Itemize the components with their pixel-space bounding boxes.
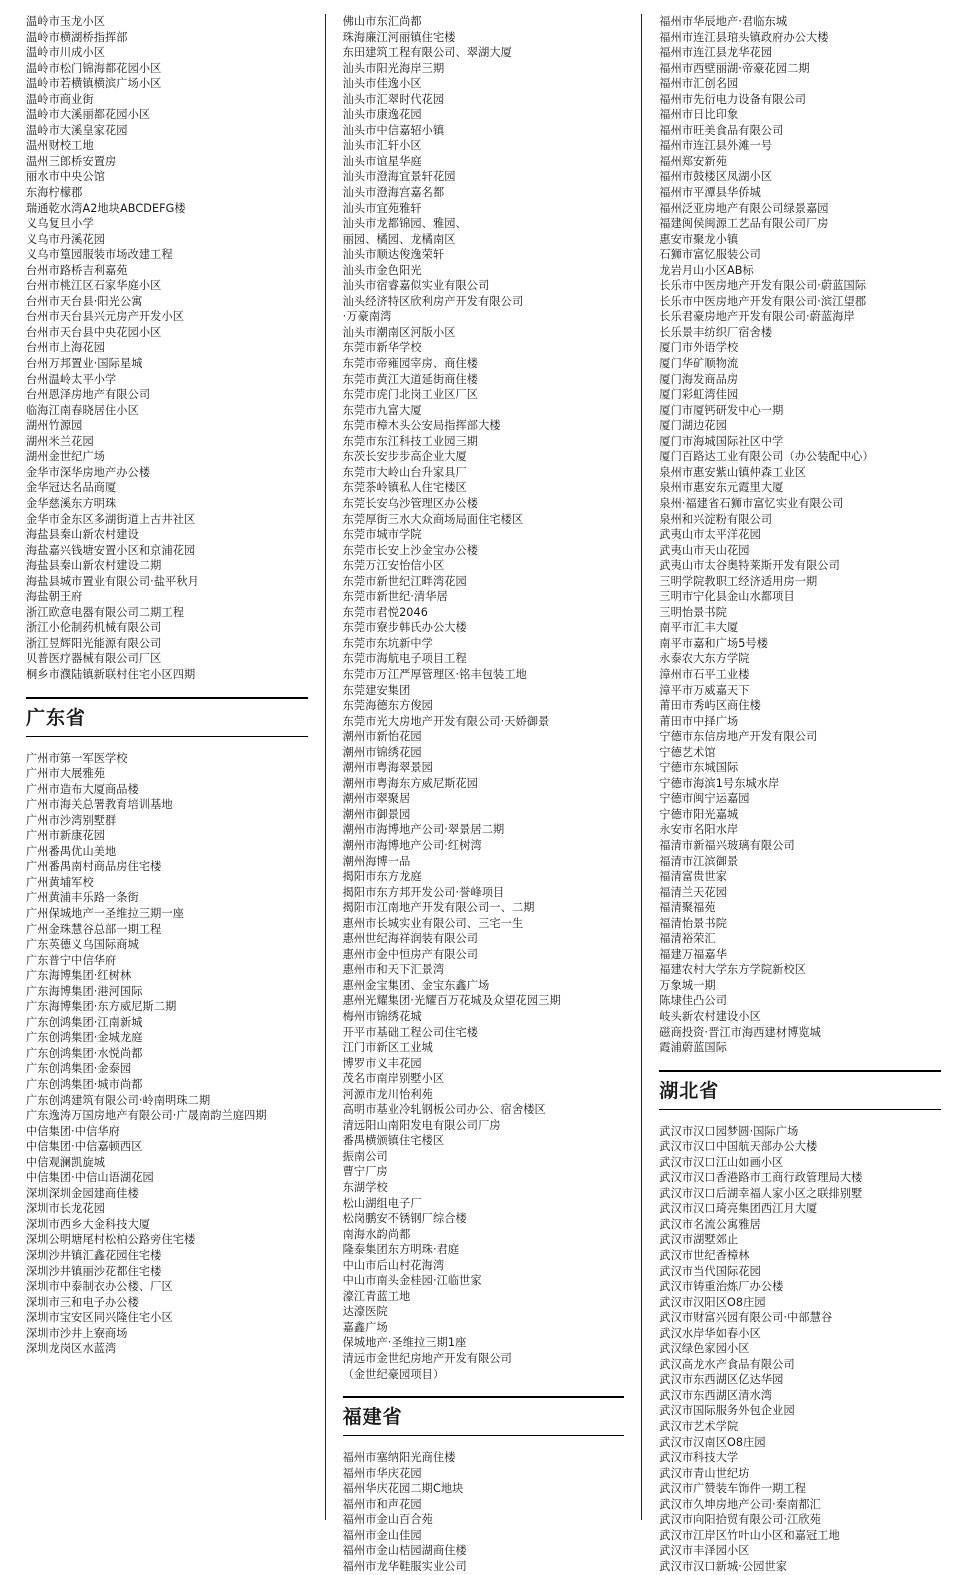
- list-item: 河源市龙川怡利苑: [342, 1087, 433, 1101]
- list-item: 武汉市汉南区O8庄园: [659, 1435, 766, 1449]
- entry-list: [659, 14, 941, 1056]
- section-rule-bottom: [26, 736, 308, 737]
- list-item: 潮州海博一品: [342, 854, 411, 868]
- list-item: 汕头市金色阳光: [342, 263, 422, 277]
- list-item: 番禺横颁镇住宅楼区: [342, 1134, 445, 1148]
- column-2: [342, 14, 625, 1573]
- list-item: 深圳市三和电子办公楼: [26, 1295, 139, 1309]
- list-item: 东莞市新华学校: [342, 341, 422, 355]
- list-item: 海盐县秦山新农村建设二期: [26, 559, 162, 573]
- list-item: 广州市造布大厦商品楼: [26, 782, 139, 796]
- list-item: 泉州和兴淀粉有限公司: [659, 512, 773, 526]
- list-item: 武汉市汉阳区O8庄园: [659, 1295, 766, 1309]
- list-item: 金华慈溪东方明珠: [26, 496, 117, 510]
- list-item: 武汉市向阳拾贸有限公司·江欣苑: [659, 1513, 821, 1527]
- list-item: 潮州市御景园: [342, 807, 411, 821]
- list-item: 博罗市义丰花园: [342, 1056, 422, 1070]
- list-item: 福州市连江县龙华花园: [659, 46, 773, 60]
- list-item: 福州市金山百合苑: [342, 1513, 433, 1527]
- list-item: 金华市深华房地产办公楼: [26, 465, 151, 479]
- list-item: 东莞市城市学院: [342, 528, 422, 542]
- list-item: 温州财校工地: [26, 139, 94, 153]
- list-item: 福建农村大学东方学院新校区: [659, 963, 807, 977]
- entry-list: [343, 1450, 625, 1574]
- list-item: 宁德市阳光嘉城: [659, 807, 739, 821]
- list-item: 福州市和声花园: [342, 1497, 422, 1511]
- list-item: 厦门市海城国际社区中学: [659, 434, 784, 448]
- list-item: 汕头市康逸花园: [342, 108, 422, 122]
- list-item: 深圳沙井镇丽沙花都住宅楼: [26, 1264, 162, 1278]
- list-item: 东莞茶岭镇私人住宅楼区: [342, 481, 467, 495]
- list-item: 武汉市汉口香港路市工商行政管理局大楼: [659, 1171, 863, 1185]
- section-rule-bottom: [659, 1109, 941, 1110]
- list-item: 开平市基础工程公司住宅楼: [342, 1025, 479, 1039]
- list-item: 广东海博集团·港河国际: [26, 984, 143, 998]
- list-item: 东莞厚街三水大众商场局面住宅楼区: [342, 512, 524, 526]
- list-item: 珠海廉江河丽镇住宅楼: [342, 30, 456, 44]
- list-item: 广州市新康花园: [26, 829, 106, 843]
- list-item: 武汉市世纪香樟林: [659, 1249, 750, 1263]
- list-item: 汕头市佳逸小区: [342, 77, 422, 91]
- list-item: 中信集团·中信山语湖花园: [26, 1171, 154, 1185]
- list-item: 广州番禺优山美地: [26, 844, 117, 858]
- list-item: 广州市沙湾别墅群: [26, 813, 117, 827]
- list-item: 武夷山市天山花园: [659, 543, 750, 557]
- list-item: 福州华庆花园二期C地块: [342, 1482, 464, 1496]
- list-item: 福州市旺美食品有限公司: [659, 123, 784, 137]
- list-item: 浙江小伦制药机械有限公司: [26, 621, 162, 635]
- entry-list: [659, 1124, 941, 1575]
- list-item: 金华市金东区多湖街道上古井社区: [26, 512, 196, 526]
- list-item: 厦门市厦钙研发中心一期: [659, 403, 784, 417]
- list-item: 义乌市篁园服装市场改建工程: [26, 248, 173, 262]
- column-3: [659, 14, 941, 1573]
- list-item: 温州三郎桥安置房: [26, 154, 117, 168]
- list-item: ·万豪南湾: [342, 310, 392, 324]
- list-item: 泉州市惠安东元霞里大厦: [659, 481, 784, 495]
- list-item: 福州市连江县外滩一号: [659, 139, 773, 153]
- list-item: 宁德市东信房地产开发有限公司: [659, 730, 818, 744]
- list-item: （金世纪豪园项目）: [342, 1367, 445, 1381]
- list-item: 武汉市艺术学院: [659, 1420, 739, 1434]
- list-item: 福州市华辰地产·君临东城: [659, 15, 788, 28]
- list-item: 台州市桃江区石家华庭小区: [26, 279, 162, 293]
- list-item: 惠州世纪海祥润装有限公司: [342, 932, 479, 946]
- list-item: 福清市新福兴玻璃有限公司: [659, 838, 795, 852]
- list-item: 长乐市中医房地产开发有限公司·滨江望郡: [659, 294, 867, 308]
- list-item: 泉州市惠安紫山镇仲森工业区: [659, 465, 807, 479]
- list-item: 福清怡景书院: [659, 916, 728, 930]
- list-item: 汕头经济特区欣利房产开发有限公司: [342, 294, 524, 308]
- list-item: 汕头市龙都锦园、雅园、: [342, 217, 467, 231]
- list-item: 武汉市青山世纪坊: [659, 1466, 750, 1480]
- list-item: 福州市西壁丽湖·帝豪花园二期: [659, 61, 810, 75]
- list-item: 东莞长安乌沙管理区办公楼: [342, 496, 479, 510]
- list-item: 泉州·福建省石狮市富忆实业有限公司: [659, 496, 844, 510]
- list-item: 湖州米兰花园: [26, 434, 94, 448]
- list-item: 台州市天台县兴元房产开发小区: [26, 310, 185, 324]
- list-item: 广东创鸿集团·水悦尚都: [26, 1046, 143, 1060]
- list-item: 武汉市丰泽园小区: [659, 1544, 750, 1558]
- list-item: 福州泛亚房地产有限公司绿景嘉园: [659, 201, 829, 215]
- list-item: 东莞海德东方俊园: [342, 699, 433, 713]
- list-item: 茂名市南岸别墅小区: [342, 1072, 445, 1086]
- list-item: 汕头市汇翠时代花园: [342, 92, 445, 106]
- list-item: 丽园、橘园、龙橘南区: [342, 232, 456, 246]
- list-item: 漳州市石平工业楼: [659, 667, 750, 681]
- list-item: 东莞市光大房地产开发有限公司·天娇御景: [342, 714, 550, 728]
- list-item: 汕头市宜苑雅轩: [342, 201, 422, 215]
- list-item: 福州郑安新苑: [659, 154, 728, 168]
- list-item: 东田建筑工程有限公司、翠湖大厦: [342, 46, 512, 60]
- list-item: 海盐县秦山新农村建设: [26, 528, 139, 542]
- list-item: 广东创鸿集团·江南新城: [26, 1015, 143, 1029]
- list-item: 隆泰集团东方明珠·君庭: [342, 1243, 460, 1257]
- section-rule-top: [26, 697, 308, 699]
- list-item: 厦门华矿顺物流: [659, 357, 739, 371]
- list-item: 清远市金世纪房地产开发有限公司: [342, 1352, 512, 1366]
- list-item: 万象城一期: [659, 978, 716, 992]
- list-item: 潮州市新怡花园: [342, 730, 422, 744]
- list-item: 武汉市汉口琦亮集团西江月大厦: [659, 1202, 818, 1216]
- list-item: 汕头市澄海宫嘉名都: [342, 186, 445, 200]
- list-item: 东莞市寮步韩氏办公大楼: [342, 621, 467, 635]
- list-item: 广东海博集团·东方威尼斯二期: [26, 1000, 177, 1014]
- list-item: 东莞市新世纪·清华居: [342, 590, 448, 604]
- list-item: 东莞建安集团: [342, 683, 411, 697]
- list-item: 汕头市阳光海岸三期: [342, 61, 445, 75]
- list-item: 梅州市锦绣花城: [342, 1010, 422, 1023]
- list-item: 桐乡市濮陆镇新联村住宅小区四期: [26, 667, 196, 681]
- list-item: 中信观澜凯旋城: [26, 1155, 106, 1169]
- list-item: 义乌市丹溪花园: [26, 232, 106, 246]
- list-item: 汕头市澄海宜景轩花园: [342, 170, 456, 184]
- list-item: 东莞市君悦2046: [342, 605, 428, 619]
- list-item: 福州市金山佳园: [342, 1528, 422, 1542]
- list-item: 中山市南头金桂园·江临世家: [342, 1274, 482, 1288]
- list-item: 永泰农大东方学院: [659, 652, 750, 666]
- list-item: 汕头市潮南区河版小区: [342, 325, 456, 339]
- list-item: 惠州光耀集团·光耀百万花城及众望花园三期: [342, 994, 561, 1008]
- list-item: 湖州竹源园: [26, 419, 83, 433]
- list-item: 武汉市当代国际花园: [659, 1264, 761, 1278]
- list-item: 台州万邦置业·国际星城: [26, 357, 143, 371]
- section-title: 广东省: [26, 706, 87, 729]
- list-item: 武汉市汉口江山如画小区: [659, 1155, 784, 1169]
- list-item: 武汉市久坤房地产公司·秦南都汇: [659, 1497, 821, 1511]
- list-item: 松岗鹏安不锈钢厂综合楼: [342, 1212, 467, 1226]
- list-item: 广东创鸿集团·城市尚都: [26, 1078, 143, 1091]
- list-item: 永安市名阳水岸: [659, 823, 739, 837]
- list-item: 岐头新农村建设小区: [659, 1010, 761, 1023]
- list-item: 达濠医院: [342, 1305, 388, 1319]
- entry-list: [26, 14, 308, 683]
- list-item: 东湖学校: [342, 1181, 388, 1195]
- section-header: [343, 1396, 625, 1441]
- list-item: 武汉市汉口新城·公园世家: [659, 1559, 788, 1573]
- list-item: 中山市后山村花海湾: [342, 1258, 445, 1272]
- list-item: 福清富贵世家: [659, 870, 728, 884]
- list-item: 武汉市广赞装车饰件一期工程: [659, 1482, 807, 1496]
- list-item: 东莞市东坑新中学: [342, 636, 433, 650]
- list-item: 福州市日比印象: [659, 108, 739, 122]
- list-item: 温岭市大溪丽都花园小区: [26, 108, 151, 122]
- list-item: 广东逸涛万国房地产有限公司·广晟南韵兰庭四期: [26, 1109, 267, 1123]
- list-item: 武汉高龙水产食品有限公司: [659, 1357, 795, 1371]
- list-item: 福州市连江县琯头镇政府办公大楼: [659, 30, 829, 44]
- list-item: 宁德市闽宁运嘉园: [659, 792, 750, 806]
- list-item: 惠州金宝集团、金宝东鑫广场: [342, 978, 490, 992]
- list-item: 惠安市聚龙小镇: [659, 232, 739, 246]
- section-header: [26, 697, 308, 742]
- list-item: 长乐市中医房地产开发有限公司·蔚蓝国际: [659, 279, 867, 293]
- list-item: 福清聚福苑: [659, 901, 716, 915]
- list-item: 厦门海发商品房: [659, 372, 739, 386]
- list-item: 福州市龙华鞋服实业公司: [342, 1559, 467, 1573]
- list-item: 广州市海关总署教育培训基地: [26, 798, 173, 812]
- list-item: 汕头市谊星华庭: [342, 154, 422, 168]
- list-item: 福清兰天花园: [659, 885, 728, 899]
- list-item: 浙江昱辉阳光能源有限公司: [26, 636, 162, 650]
- entry-list: [343, 14, 625, 1382]
- list-item: 福州市华庆花园: [342, 1466, 422, 1480]
- list-item: 惠州市金中恒房产有限公司: [342, 947, 479, 961]
- list-item: 宁德艺术馆: [659, 745, 716, 759]
- list-item: 高明市基业冷轧钢板公司办公、宿舍楼区: [342, 1103, 546, 1117]
- section-title: 湖北省: [659, 1079, 720, 1102]
- list-item: 东莞市海航电子项目工程: [342, 652, 467, 666]
- list-item: 广州保城地产一圣维拉三期一座: [26, 906, 185, 920]
- list-item: 温岭市若横镇横滨广场小区: [26, 77, 162, 91]
- list-item: 惠州市长城实业有限公司、三宅一生: [342, 916, 524, 930]
- list-item: 龙岩月山小区AB标: [659, 263, 754, 277]
- list-item: 台州市天台县·阳光公寓: [26, 294, 143, 308]
- list-item: 潮州市锦绣花园: [342, 745, 422, 759]
- list-item: 东莞市新世纪江畔湾花园: [342, 574, 467, 588]
- list-item: 深圳市西乡大金科技大厦: [26, 1217, 151, 1231]
- list-item: 霞浦蔚蓝国际: [659, 1041, 728, 1055]
- section-rule-top: [659, 1070, 941, 1072]
- list-item: 广州黄埔军校: [26, 875, 94, 889]
- list-item: 松山湖组电子厂: [342, 1196, 422, 1210]
- list-item: 武汉水岸华如春小区: [659, 1326, 761, 1340]
- list-item: 广州金珠慧谷总部一期工程: [26, 922, 162, 936]
- list-item: 武汉市汉口中国航天部办公大楼: [659, 1140, 818, 1154]
- list-item: 广东创鸿集团·金城龙庭: [26, 1031, 143, 1045]
- section-title: 福建省: [342, 1406, 403, 1429]
- list-item: 武汉市科技大学: [659, 1451, 739, 1465]
- list-item: 广东创鸿集团·金泰园: [26, 1062, 132, 1076]
- list-item: 振南公司: [342, 1149, 388, 1163]
- list-item: 义乌复旦小学: [26, 217, 94, 231]
- list-item: 揭阳市东方龙庭: [342, 870, 422, 884]
- list-item: 清远阳山南阳发电有限公司厂房: [342, 1118, 501, 1132]
- list-item: 广州市大展雅苑: [26, 767, 106, 781]
- list-item: 宁德市东城国际: [659, 761, 739, 775]
- list-item: 佛山市东汇尚都: [342, 15, 422, 28]
- list-item: 福清市江滨御景: [659, 854, 739, 868]
- list-item: 东莞市虎门北岗工业区厂区: [342, 388, 479, 402]
- list-item: 武汉市国际服务外包企业园: [659, 1404, 795, 1418]
- list-item: 广州黄浦丰乐路一条街: [26, 891, 139, 905]
- list-item: 福州市鼓楼区凤湖小区: [659, 170, 773, 184]
- list-item: 温岭市商业街: [26, 92, 94, 106]
- list-item: 温岭市川成小区: [26, 46, 106, 60]
- column-divider-2: [641, 14, 642, 1520]
- list-item: 揭阳市东方邦开发公司·誉峰项目: [342, 885, 505, 899]
- list-item: 武汉市财富兴园有限公司·中部慧谷: [659, 1311, 833, 1325]
- list-item: 武夷山市太平洋花园: [659, 528, 761, 542]
- list-item: 揭阳市江南地产开发有限公司一、二期: [342, 901, 535, 915]
- list-item: 深圳市沙井上寮商场: [26, 1326, 128, 1340]
- list-item: 广州番禺南村商品房住宅楼: [26, 860, 162, 874]
- list-item: 武汉市湖墅郊止: [659, 1233, 739, 1247]
- list-item: 厦门百路达工业有限公司（办公装配中心）: [659, 450, 874, 464]
- list-item: 潮州市粤海东方威尼斯花园: [342, 776, 479, 790]
- list-item: 武汉市江岸区竹叶山小区和嘉冠工地: [659, 1528, 840, 1542]
- list-item: 福州市塞纳阳光商住楼: [342, 1451, 456, 1465]
- list-item: 海盐县城市置业有限公司·盐平秋月: [26, 574, 199, 588]
- section-rule-bottom: [343, 1435, 625, 1436]
- list-item: 东茨长安步步高企业大厦: [342, 450, 467, 464]
- list-item: 临海江南春晓居住小区: [26, 403, 139, 417]
- list-item: 深圳沙井镇汇鑫花园住宅楼: [26, 1249, 162, 1263]
- list-item: 温岭市横湖桥指挥部: [26, 30, 128, 44]
- list-item: 东莞市长安上沙金宝办公楼: [342, 543, 479, 557]
- list-item: 东莞市东江科技工业园三期: [342, 434, 479, 448]
- list-item: 温岭市松门锦海都花园小区: [26, 61, 162, 75]
- list-item: 嘉鑫广场: [342, 1320, 388, 1334]
- list-item: 江门市新区工业城: [342, 1041, 433, 1055]
- list-item: 东莞市万江严厚管理区·铭丰包装工地: [342, 667, 527, 681]
- list-item: 武汉市汉口园梦圆·国际广场: [659, 1124, 799, 1138]
- list-item: 长乐君豪房地产开发有限公司·蔚蓝海岸: [659, 310, 855, 324]
- list-item: 石狮市富忆服装公司: [659, 248, 761, 262]
- list-item: 深圳市中泰制衣办公楼、厂区: [26, 1280, 173, 1294]
- list-item: 台州恩泽房地产有限公司: [26, 388, 151, 402]
- column-1: [26, 14, 308, 1520]
- list-item: 保城地产·圣维拉三期1座: [342, 1336, 467, 1350]
- list-item: 台州市天台县中央花园小区: [26, 325, 162, 339]
- list-item: 莆田市中择广场: [659, 714, 739, 728]
- list-item: 温岭市玉龙小区: [26, 15, 106, 28]
- list-item: 湖州金世纪广场: [26, 450, 106, 464]
- list-item: 福建闽侯闽源工艺品有限公司厂房: [659, 217, 829, 231]
- list-item: 深圳深圳金园建商佳楼: [26, 1186, 139, 1200]
- list-item: 惠州市和天下汇景湾: [342, 963, 445, 977]
- list-item: 福州市金山桔园湖商住楼: [342, 1544, 467, 1558]
- list-item: 三明怡景书院: [659, 605, 728, 619]
- list-item: 广东普宁中信华府: [26, 953, 117, 967]
- list-item: 海盐朝王府: [26, 590, 83, 604]
- list-item: 武汉市名流公寓雅居: [659, 1217, 761, 1231]
- list-item: 台州温岭太平小学: [26, 372, 117, 386]
- list-item: 金华冠达名品商厦: [26, 481, 117, 495]
- list-item: 南平市嘉和广场5号楼: [659, 636, 769, 650]
- list-item: 南海水韵尚都: [342, 1227, 411, 1241]
- list-item: 深圳龙岗区水蓝湾: [26, 1342, 117, 1356]
- list-item: 宁德市海滨1号东城水岸: [659, 776, 780, 790]
- list-item: 汕头市宿睿嘉似实业有限公司: [342, 279, 490, 293]
- list-item: 陈埭佳凸公司: [659, 994, 728, 1008]
- list-item: 武夷山市太谷奥特莱斯开发有限公司: [659, 559, 840, 573]
- list-item: 曹宁厂房: [342, 1165, 388, 1179]
- list-item: 东莞市樟木头公安局指挥部大楼: [342, 419, 501, 433]
- list-item: 武汉市汉口后湖幸福人家小区之联排别墅: [659, 1186, 863, 1200]
- list-item: 潮州市翠聚居: [342, 792, 411, 806]
- list-item: 福州市汇创名园: [659, 77, 739, 91]
- list-item: 濠江青蓝工地: [342, 1289, 411, 1303]
- list-item: 广东英德义乌国际商城: [26, 938, 139, 952]
- list-item: 东莞市大岭山台升家具厂: [342, 465, 467, 479]
- list-item: 潮州市粤海翠景园: [342, 761, 433, 775]
- list-item: 广州市第一军医学校: [26, 751, 128, 765]
- list-item: 武汉绿色家园小区: [659, 1342, 750, 1356]
- section-header: [659, 1070, 941, 1115]
- list-item: 福州市平潭县华侨城: [659, 186, 761, 200]
- list-item: 潮州市海博地产公司·红树湾: [342, 838, 482, 852]
- list-item: 东莞市黄江大道延街商住楼: [342, 372, 479, 386]
- list-item: 武汉市东西湖区清水湾: [659, 1388, 773, 1402]
- list-item: 东海柠檬郡: [26, 186, 83, 200]
- list-item: 深圳公明塘尾村松柏公路旁住宅楼: [26, 1233, 196, 1247]
- list-item: 福州市先衍电力设备有限公司: [659, 92, 807, 106]
- entry-list: [26, 751, 308, 1357]
- list-item: 厦门湖边花园: [659, 419, 728, 433]
- list-item: 东莞市九富大厦: [342, 403, 422, 417]
- list-item: 汕头市顺达俊逸荣轩: [342, 248, 445, 262]
- list-item: 中信集团·中信嘉顿西区: [26, 1140, 143, 1154]
- list-item: 漳平市万威嘉天下: [659, 683, 750, 697]
- list-item: 台州市路桥吉利嘉苑: [26, 263, 128, 277]
- list-item: 台州市上海花园: [26, 341, 106, 355]
- list-item: 汕头市中信嘉轺小镇: [342, 123, 445, 137]
- list-item: 厦门彩虹湾佳园: [659, 388, 739, 402]
- list-item: 深圳市宝安区同兴隆住宅小区: [26, 1311, 173, 1325]
- list-item: 福清裕荣汇: [659, 932, 716, 946]
- list-item: 东莞万江安怡信小区: [342, 559, 445, 573]
- list-item: 海盐嘉兴钱塘安置小区和京浦花园: [26, 543, 196, 557]
- list-item: 中信集团·中信华府: [26, 1124, 120, 1138]
- list-item: 广东创鸿建筑有限公司·岭南明珠二期: [26, 1093, 211, 1107]
- list-item: 瑞通乾水湾A2地块ABCDEFG楼: [26, 201, 186, 215]
- list-item: 武汉市铸重治炼厂办公楼: [659, 1280, 784, 1294]
- list-item: 三明学院教职工经济适用房一期: [659, 574, 818, 588]
- list-item: 丽水市中央公馆: [26, 170, 106, 184]
- list-item: 东莞市帝雍园宰房、商住楼: [342, 357, 479, 371]
- list-item: 长乐景丰纺织厂宿舍楼: [659, 325, 773, 339]
- list-item: 浙江欧意电器有限公司二期工程: [26, 605, 185, 619]
- list-item: 温岭市大溪皇家花园: [26, 123, 128, 137]
- list-item: 三明市宁化县金山水都项目: [659, 590, 795, 604]
- list-item: 武汉市东西湖区亿达华园: [659, 1373, 784, 1387]
- list-item: 福建万福嘉华: [659, 947, 728, 961]
- list-item: 深圳市长龙花园: [26, 1202, 106, 1216]
- column-divider-1: [325, 14, 326, 1520]
- list-item: 厦门市外语学校: [659, 341, 739, 355]
- list-item: 潮州市海博地产公司·翠景居二期: [342, 823, 505, 837]
- list-item: 磁商投资·晋江市海西建材博览城: [659, 1025, 821, 1039]
- section-rule-top: [343, 1396, 625, 1398]
- list-item: 莆田市秀屿区商住楼: [659, 699, 761, 713]
- list-item: 南平市汇丰大厦: [659, 621, 739, 635]
- list-item: 贝普医疗器械有限公司厂区: [26, 652, 162, 666]
- list-item: 汕头市汇轩小区: [342, 139, 422, 153]
- list-item: 广东海博集团·红树林: [26, 969, 132, 983]
